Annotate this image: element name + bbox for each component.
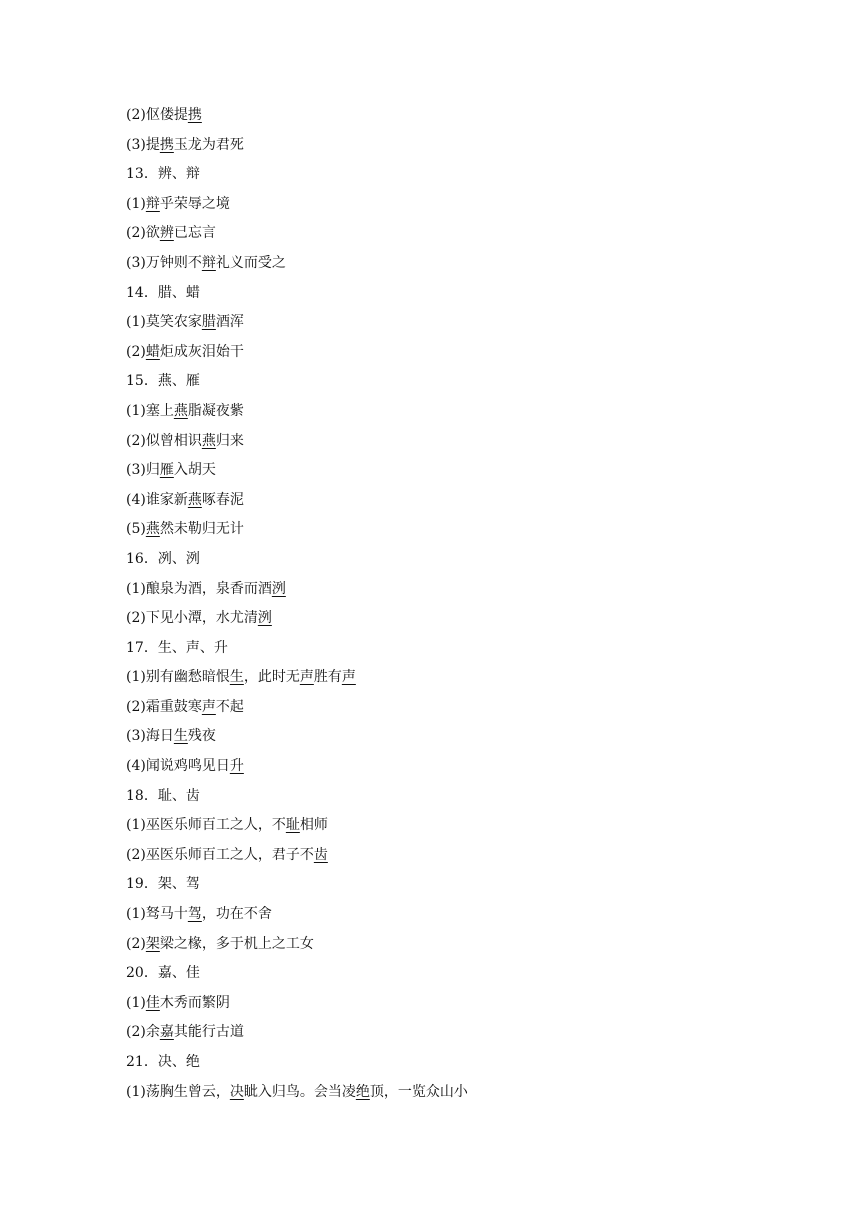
example-line [126, 722, 786, 752]
underlined-character: 携 [159, 136, 174, 153]
line-text: 14．腊、蜡 [126, 284, 200, 301]
underlined-character: 生 [173, 728, 188, 745]
document-body [126, 101, 786, 1107]
line-text: (1)别有幽愁暗恨 [126, 669, 230, 686]
line-text: (2)巫医乐师百工之人，君子不 [126, 846, 314, 863]
line-text: (3)万钟则不 [126, 254, 202, 271]
example-line [126, 190, 786, 220]
example-line [126, 811, 786, 841]
line-text: 19．架、驾 [126, 876, 200, 893]
line-text: (2) [126, 935, 146, 952]
example-line [126, 456, 786, 486]
example-line [126, 663, 786, 693]
underlined-character: 声 [299, 669, 314, 686]
example-line [126, 219, 786, 249]
line-text: (2)伛偻提 [126, 107, 188, 123]
example-line [126, 1018, 786, 1048]
line-text: 13．辨、辩 [126, 166, 200, 183]
line-text: 梁之椽，多于机上之工女 [159, 935, 314, 952]
line-text: 顶，一览众山小 [369, 1083, 468, 1100]
example-line [126, 693, 786, 723]
line-text: (3)提 [126, 136, 160, 153]
line-text: (2)下见小潭，水尤清 [126, 610, 258, 627]
line-text: (5) [126, 521, 146, 538]
underlined-character: 驾 [187, 906, 202, 923]
line-text: (2)似曾相识 [126, 432, 202, 449]
underlined-character: 嘉 [159, 1024, 174, 1041]
example-line [126, 575, 786, 605]
section-heading [126, 782, 786, 812]
underlined-character: 佳 [145, 994, 160, 1011]
underlined-character: 辩 [201, 254, 216, 271]
underlined-character: 决 [229, 1083, 244, 1100]
line-text: (2)霜重鼓寒 [126, 698, 202, 715]
line-text: (2)欲 [126, 225, 160, 242]
line-text: 相师 [299, 817, 328, 834]
line-text: ，此时无 [243, 669, 300, 686]
underlined-character: 辨 [159, 225, 174, 242]
underlined-character: 蜡 [145, 343, 160, 360]
line-text: 21．决、绝 [126, 1054, 200, 1070]
line-text: (3)归 [126, 462, 160, 479]
underlined-character: 声 [341, 669, 356, 686]
line-text: (1)莫笑农家 [126, 314, 202, 331]
line-text: 乎荣辱之境 [159, 195, 230, 212]
section-heading [126, 870, 786, 900]
line-text: 已忘言 [173, 225, 216, 242]
section-heading [126, 1048, 786, 1078]
underlined-character: 生 [229, 669, 244, 686]
example-line [126, 101, 786, 131]
line-text: (1) [126, 994, 146, 1011]
line-text: 15．燕、雁 [126, 373, 200, 390]
underlined-character: 腊 [201, 314, 216, 331]
underlined-character: 携 [187, 107, 202, 123]
line-text: 其能行古道 [173, 1024, 244, 1041]
line-text: 胜有 [313, 669, 342, 686]
line-text: (1)塞上 [126, 402, 174, 419]
line-text: 残夜 [187, 728, 216, 745]
line-text: (4)谁家新 [126, 491, 188, 508]
example-line [126, 989, 786, 1019]
line-text: ，功在不舍 [201, 906, 272, 923]
example-line [126, 900, 786, 930]
example-line [126, 131, 786, 161]
underlined-character: 燕 [173, 402, 188, 419]
underlined-character: 洌 [271, 580, 286, 597]
underlined-character: 燕 [145, 521, 160, 538]
underlined-character: 声 [201, 698, 216, 715]
line-text: 不起 [215, 698, 244, 715]
line-text: 玉龙为君死 [173, 136, 244, 153]
section-heading [126, 367, 786, 397]
line-text: 炬成灰泪始干 [159, 343, 244, 360]
underlined-character: 燕 [187, 491, 202, 508]
example-line [126, 604, 786, 634]
line-text: 然未勒归无计 [159, 521, 244, 538]
line-text: 入胡天 [173, 462, 216, 479]
underlined-character: 升 [229, 758, 244, 775]
example-line [126, 841, 786, 871]
example-line [126, 338, 786, 368]
section-heading [126, 634, 786, 664]
line-text: 20．嘉、佳 [126, 965, 200, 982]
example-line [126, 515, 786, 545]
line-text: 18．耻、齿 [126, 787, 200, 804]
underlined-character: 燕 [201, 432, 216, 449]
section-heading [126, 279, 786, 309]
line-text: (1)巫医乐师百工之人，不 [126, 817, 286, 834]
example-line [126, 486, 786, 516]
line-text: 17．生、声、升 [126, 639, 228, 656]
underlined-character: 齿 [313, 846, 328, 863]
example-line [126, 427, 786, 457]
underlined-character: 架 [145, 935, 160, 952]
example-line [126, 397, 786, 427]
underlined-character: 辩 [145, 195, 160, 212]
line-text: (4)闻说鸡鸣见日 [126, 758, 230, 775]
line-text: (1)荡胸生曾云， [126, 1083, 230, 1100]
line-text: 酒浑 [215, 314, 244, 331]
line-text: (1)驽马十 [126, 906, 188, 923]
line-text: 归来 [215, 432, 244, 449]
line-text: (2)余 [126, 1024, 160, 1041]
underlined-character: 耻 [285, 817, 300, 834]
line-text: (1)酿泉为酒，泉香而酒 [126, 580, 272, 597]
example-line [126, 308, 786, 338]
line-text: 脂凝夜紫 [187, 402, 244, 419]
example-line [126, 930, 786, 960]
line-text: 木秀而繁阴 [159, 994, 230, 1011]
line-text: 16．冽、洌 [126, 550, 200, 567]
line-text: 眦入归鸟。会当凌 [243, 1083, 356, 1100]
underlined-character: 绝 [355, 1083, 370, 1100]
line-text: (2) [126, 343, 146, 360]
section-heading [126, 959, 786, 989]
line-text: 礼义而受之 [215, 254, 286, 271]
example-line [126, 1078, 786, 1108]
line-text: 啄春泥 [201, 491, 244, 508]
section-heading [126, 160, 786, 190]
example-line [126, 249, 786, 279]
section-heading [126, 545, 786, 575]
underlined-character: 雁 [159, 462, 174, 479]
line-text: (1) [126, 195, 146, 212]
underlined-character: 洌 [257, 610, 272, 627]
line-text: (3)海日 [126, 728, 174, 745]
example-line [126, 752, 786, 782]
